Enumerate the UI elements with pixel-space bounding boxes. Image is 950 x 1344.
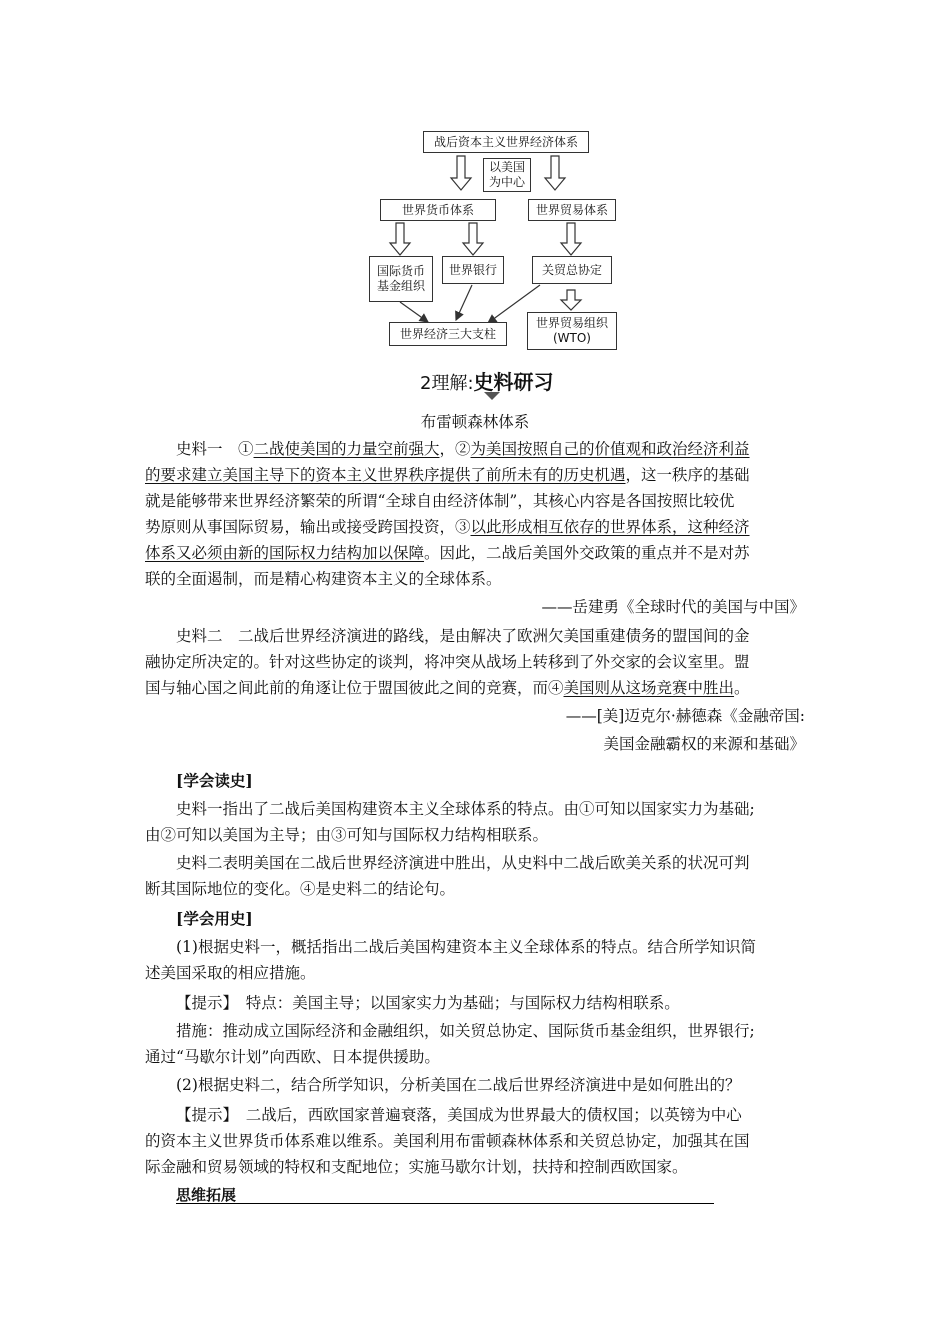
q1-line1: (1)根据史料一，概括指出二战后美国构建资本主义全球体系的特点。结合所学知识简 (176, 938, 756, 956)
economic-system-diagram (0, 0, 950, 360)
diagram-arrows (0, 0, 950, 360)
thinking-extension-heading: 思维拓展 (176, 1186, 237, 1204)
arrow-to-imf (390, 223, 410, 255)
answer1b-line2: 通过“马歇尔计划”向西欧、日本提供援助。 (145, 1048, 440, 1066)
answer2-line3: 际金融和贸易领域的特权和支配地位；实施马歇尔计划，扶持和控制西欧国家。 (145, 1158, 688, 1176)
text: 势原则从事国际贸易，输出或接受跨国投资，③ (145, 518, 471, 536)
underlined-text: 以此形成相互依存的世界体系，这种经济 (470, 518, 750, 536)
underlined-text: 美国则从这场竞赛中胜出 (563, 679, 735, 697)
source1-line6: 联的全面遏制，而是精心构建资本主义的全球体系。 (145, 570, 502, 588)
answer2-text: 二战后，西欧国家普遍衰落，美国成为世界最大的债权国；以英镑为中心 (230, 1106, 742, 1124)
text: ，这一秩序的基础 (625, 466, 750, 484)
source1-line5 (145, 540, 805, 566)
read-p2-line2: 断其国际地位的变化。④是史料二的结论句。 (145, 880, 456, 898)
text: 。因此，二战后美国外交政策的重点并不是对苏 (424, 544, 750, 562)
underlined-text: 为美国按照自己的价值观和政治经济利益 (470, 440, 750, 458)
footer-rule (176, 1203, 714, 1204)
q2: (2)根据史料二，结合所学知识，分析美国在二战后世界经济演进中是如何胜出的？ (176, 1076, 741, 1094)
read-p1-line1: 史料一指出了二战后美国构建资本主义全球体系的特点。由①可知以国家实力为基础; (176, 800, 755, 818)
source1-line4 (145, 514, 805, 540)
text: ，② (439, 440, 471, 458)
diagram-trade-box (528, 199, 616, 221)
hint-label: 【提示】 (176, 994, 231, 1012)
source2-citation-2: 美国金融霸权的来源和基础》 (603, 735, 805, 753)
answer1b-line1: 措施：推动成立国际经济和金融组织，如关贸总协定、国际货币基金组织，世界银行; (176, 1022, 755, 1040)
q1-line2: 述美国采取的相应措施。 (145, 964, 316, 982)
source2-line3 (145, 675, 805, 701)
diagram-top-label: 战后资本主义世界经济体系 (433, 134, 578, 149)
read-tag: [学会读史] (176, 771, 253, 790)
answer1-text: 特点：美国主导；以国家实力为基础；与国际权力结构相联系。 (230, 994, 680, 1012)
text: 史料一 ① (176, 440, 254, 458)
source1-line2 (145, 462, 805, 488)
diagram-top-box (423, 131, 589, 153)
center-note-line2: 为中心 (488, 175, 525, 189)
pillars-label: 世界经济三大支柱 (399, 326, 496, 341)
section-heading (420, 366, 554, 395)
text: 国与轴心国之间此前的角逐让位于盟国彼此之间的竞赛，而④ (145, 679, 564, 697)
read-p2-line1: 史料二表明美国在二战后世界经济演进中胜出，从史料中二战后欧美关系的状况可判 (176, 854, 750, 872)
source1-line3: 就是能够带来世界经济繁荣的所谓“全球自由经济体制”，其核心内容是各国按照比较优 (145, 492, 735, 510)
center-note-line1: 以美国 (488, 160, 525, 174)
wto-line1: 世界贸易组织 (535, 316, 608, 330)
diagram-center-note (483, 158, 531, 192)
underlined-text: 的要求建立美国主导下的资本主义世界秩序提供了前所未有的历史机遇 (145, 466, 626, 484)
text: 。 (734, 679, 750, 697)
diagram-gatt-box (532, 256, 612, 284)
answer2-line2: 的资本主义世界货币体系难以维系。美国利用布雷顿森林体系和关贸总协定，加强其在国 (145, 1132, 750, 1150)
arrow-to-trade (545, 156, 565, 190)
diagram-money-box (380, 199, 496, 221)
section-title: 史料研习 (473, 370, 554, 394)
arrow-to-wto (561, 290, 581, 310)
arrow-to-money (451, 156, 471, 190)
underlined-text: 二战使美国的力量空前强大 (253, 440, 440, 458)
wto-line2: (WTO) (552, 331, 591, 345)
read-p1-line2: 由②可知以美国为主导；由③可知与国际权力结构相联系。 (145, 826, 549, 844)
trade-system-label: 世界贸易体系 (535, 202, 608, 217)
gatt-label: 关贸总协定 (541, 262, 602, 277)
answer2-line1 (176, 1102, 806, 1128)
section-number: 2理解: (420, 373, 474, 394)
answer1 (176, 990, 806, 1016)
source2-line1: 史料二 二战后世界经济演进的路线，是由解决了欧洲欠美国重建债务的盟国间的金 (176, 627, 750, 645)
wb-label: 世界银行 (448, 262, 497, 277)
subtitle: 布雷顿森林体系 (420, 413, 530, 431)
use-tag: [学会用史] (176, 909, 253, 928)
diagram-wb-box (442, 256, 504, 284)
hint-label: 【提示】 (176, 1106, 231, 1124)
diagram-imf-box (369, 256, 433, 302)
underlined-text: 体系又必须由新的国际权力结构加以保障 (145, 544, 425, 562)
arrow-to-gatt (561, 223, 581, 255)
diagram-pillars-box (389, 322, 507, 346)
source1-line1 (176, 436, 806, 462)
imf-line2: 基金组织 (376, 279, 425, 293)
arrow-to-wb (463, 223, 483, 255)
source2-citation-1: ——[美]迈克尔·赫德森《金融帝国: (565, 707, 805, 725)
money-system-label: 世界货币体系 (401, 202, 474, 217)
source1-citation: ——岳建勇《全球时代的美国与中国》 (541, 598, 805, 616)
diagram-wto-box (527, 312, 617, 350)
imf-line1: 国际货币 (376, 264, 425, 278)
heading-triangle-icon (484, 392, 500, 400)
source2-line2: 融协定所决定的。针对这些协定的谈判，将冲突从战场上转移到了外交家的会议室里。盟 (145, 653, 750, 671)
